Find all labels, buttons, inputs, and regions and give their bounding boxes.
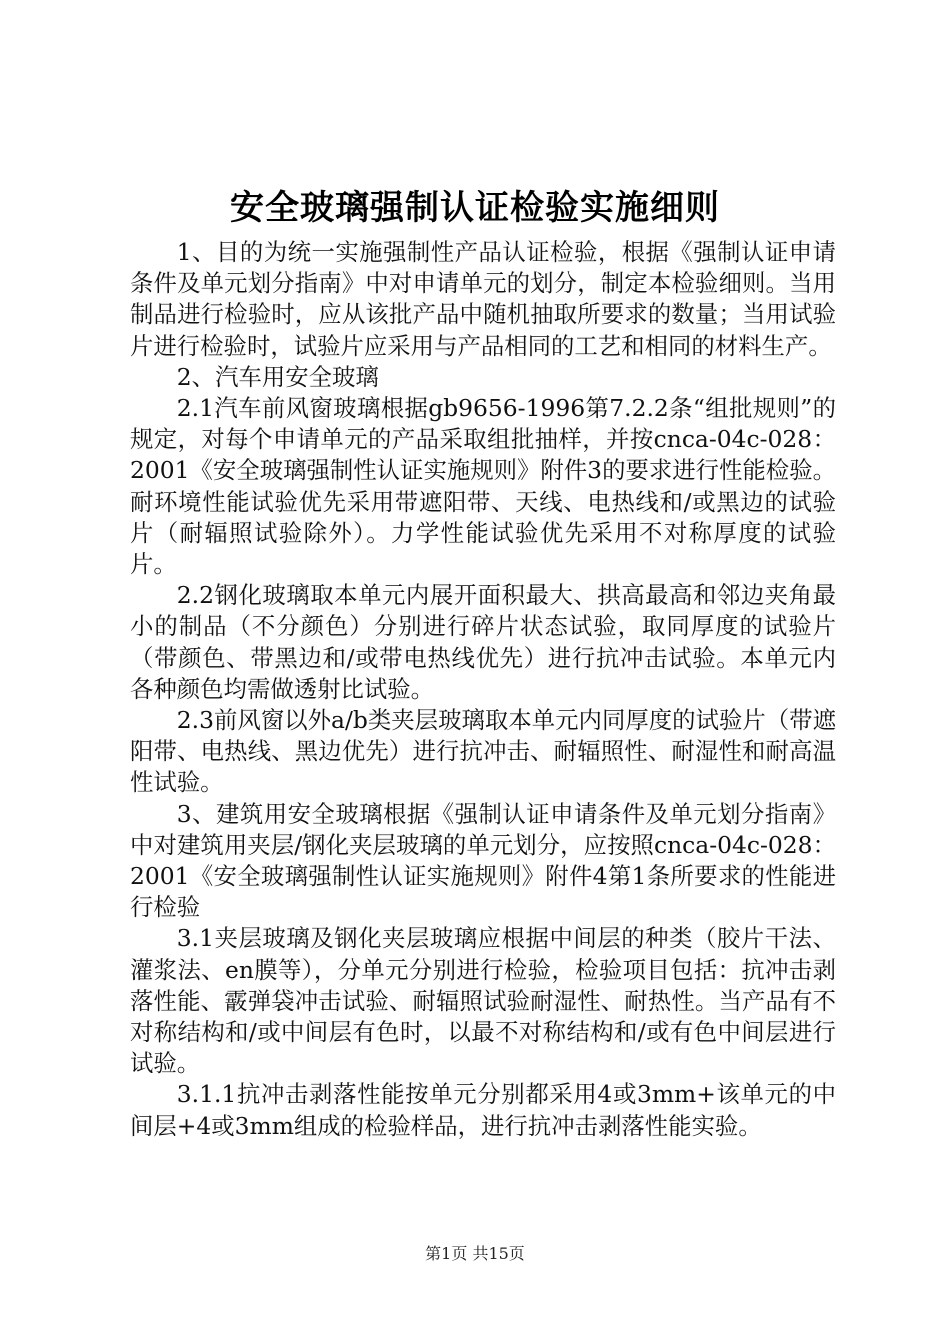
paragraph-7: 3.1夹层玻璃及钢化夹层玻璃应根据中间层的种类（胶片干法、灌浆法、en膜等），分单元分别进行检验，检验项目包括：抗冲击剥落性能、霰弹袋冲击试验、耐辐照试验耐湿性、耐热性。当产品有不对称结构和/或中间层有色时，以最不对称结构和/或有色中间层进行试验。 [130, 924, 836, 1078]
paragraph-6: 3、建筑用安全玻璃根据《强制认证申请条件及单元划分指南》中对建筑用夹层/钢化夹层玻璃的单元划分，应按照cnca-04c-028：2001《安全玻璃强制性认证实施规则》附件4第1条所要求的性能进行检验 [130, 799, 836, 922]
document-body [130, 237, 836, 1142]
page-footer: 第1页 共15页 [425, 1244, 525, 1263]
paragraph-1: 1、目的为统一实施强制性产品认证检验，根据《强制认证申请条件及单元划分指南》中对申请单元的划分，制定本检验细则。当用制品进行检验时，应从该批产品中随机抽取所要求的数量；当用试验片进行检验时，试验片应采用与产品相同的工艺和相同的材料生产。 [130, 238, 836, 360]
paragraph-3: 2.1汽车前风窗玻璃根据gb9656-1996第7.2.2条“组批规则”的规定，对每个申请单元的产品采取组批抽样，并按cnca-04c-028：2001《安全玻璃强制性认证实施规则》附件3的要求进行性能检验。耐环境性能试验优先采用带遮阳带、天线、电热线和/或黑边的试验片（耐辐照试验除外）。力学性能试验优先采用不对称厚度的试验片。 [130, 394, 836, 579]
paragraph-4: 2.2钢化玻璃取本单元内展开面积最大、拱高最高和邻边夹角最小的制品（不分颜色）分别进行碎片状态试验，取同厚度的试验片（带颜色、带黑边和/或带电热线优先）进行抗冲击试验。本单元内各种颜色均需做透射比试验。 [130, 581, 836, 703]
document-title: 安全玻璃强制认证检验实施细则 [230, 188, 720, 228]
paragraph-5: 2.3前风窗以外a/b类夹层玻璃取本单元内同厚度的试验片（带遮阳带、电热线、黑边优先）进行抗冲击、耐辐照性、耐湿性和耐高温性试验。 [130, 706, 836, 797]
paragraph-8: 3.1.1抗冲击剥落性能按单元分别都采用4或3mm+该单元的中间层+4或3mm组成的检验样品，进行抗冲击剥落性能实验。 [130, 1080, 836, 1140]
paragraph-2: 2、汽车用安全玻璃 [176, 362, 379, 391]
